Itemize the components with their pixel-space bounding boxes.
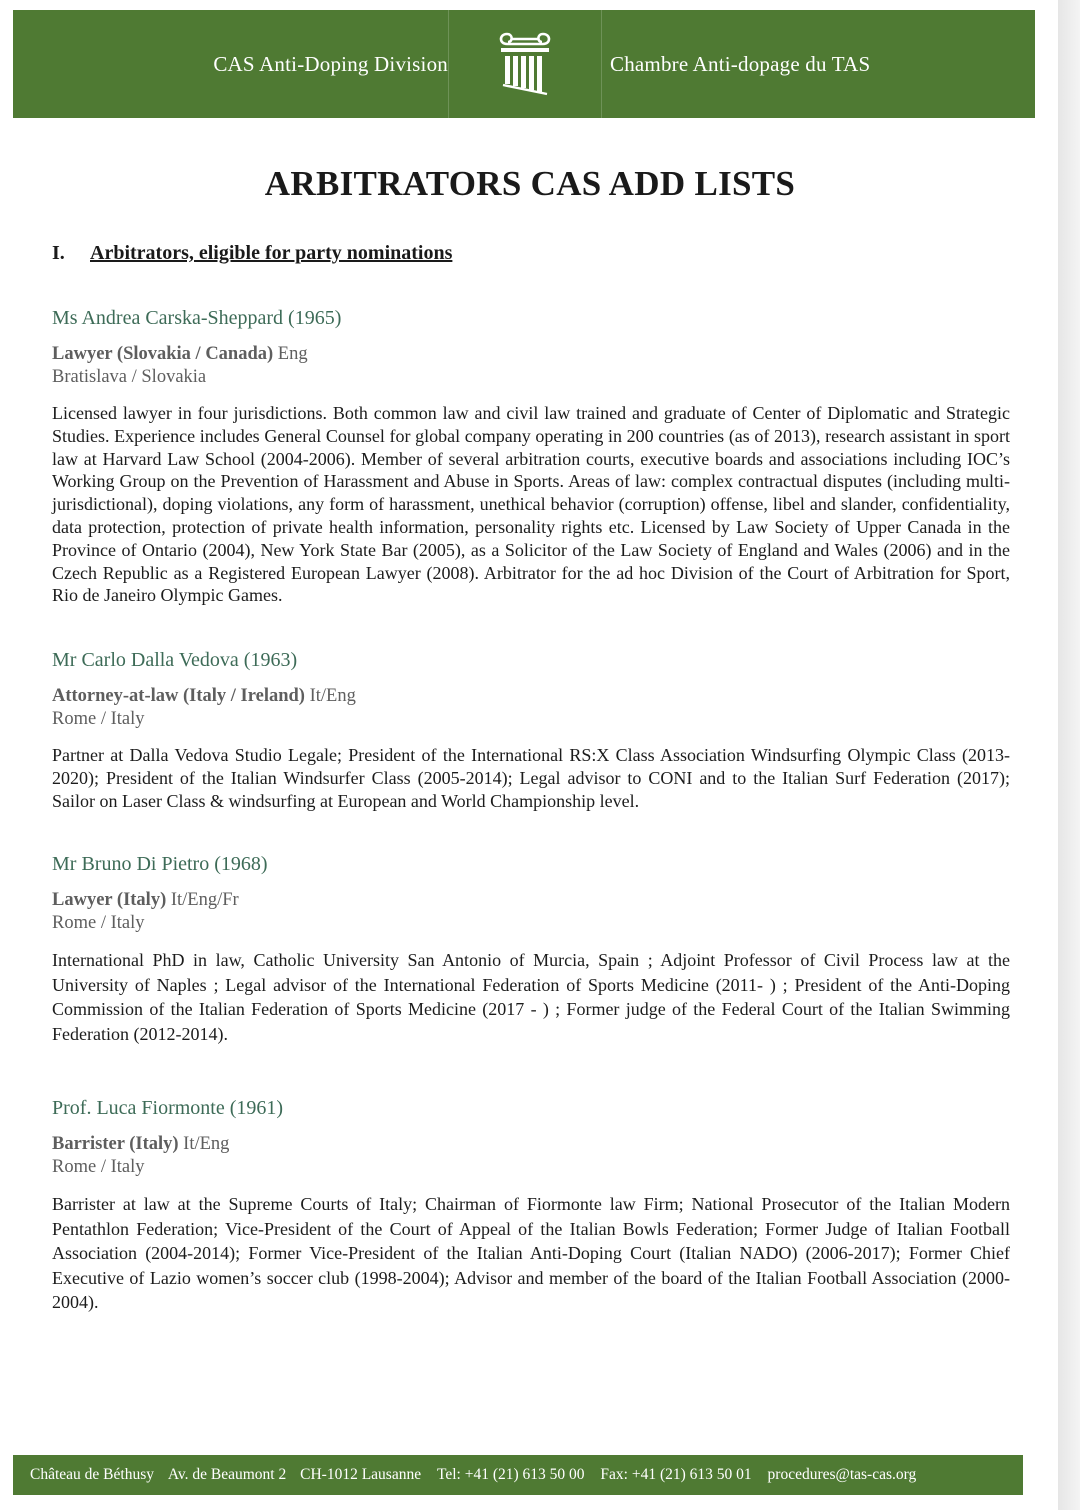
arbitrator-languages: Eng	[277, 344, 308, 364]
arbitrator-bio: Partner at Dalla Vedova Studio Legale; President of the International RS:X Class Association Windsurfing Olympic Class (2013-2020); President of the Italian Windsurfer Class (2005-2014); Legal advisor to CONI and to the Italian Surf Federation (2017); Sailor on Laser Class & windsurfing at European and World Championship level.	[52, 745, 1010, 811]
arbitrator-entry	[52, 305, 1010, 607]
arbitrator-location: Rome / Italy	[52, 709, 145, 729]
arbitrator-profession: Barrister (Italy)	[52, 1134, 179, 1154]
arbitrator-name: Prof. Luca Fiormonte (1961)	[52, 1097, 284, 1119]
header-logo	[448, 10, 602, 118]
section-heading	[52, 242, 452, 265]
section-title: Arbitrators, eligible for party nominations	[90, 242, 453, 264]
arbitrator-role	[52, 685, 1010, 708]
arbitrator-location: Rome / Italy	[52, 1157, 145, 1177]
footer-email[interactable]: procedures@tas-cas.org	[767, 1466, 917, 1483]
arbitrator-bio: International PhD in law, Catholic University San Antonio of Murcia, Spain ; Adjoint Professor of Civil Process law at the University of Naples ; Legal advisor of the International Federation of Sports Medicine (2011- ) ; President of the Anti-Doping Commission of the Italian Federation of Sports Medicine (2017 - ) ; Former judge of the Federal Court of the Italian Swimming Federation (2012-2014).	[52, 950, 1010, 1044]
footer-address-street: Av. de Beaumont 2	[167, 1466, 287, 1483]
arbitrator-role	[52, 1133, 1010, 1156]
page-edge-shadow	[1058, 0, 1080, 1510]
header-right-title: Chambre Anti-dopage du TAS	[610, 52, 871, 76]
arbitrator-profession: Lawyer (Slovakia / Canada)	[52, 344, 274, 364]
document-title: ARBITRATORS CAS ADD LISTS	[264, 164, 796, 203]
arbitrator-bio: Barrister at law at the Supreme Courts of Italy; Chairman of Fiormonte law Firm; National Prosecutor of the Italian Modern Pentathlon Federation; Vice-President of the Court of Appeal of the Italian Bowls Federation; Former Judge of Italian Football Association (2004-2014); Former Vice-President of the Italian Anti-Doping Court (Italian NADO) (2006-2017); Former Chief Executive of Lazio women’s soccer club (1998-2004); Advisor and member of the board of the Italian Football Association (2000-2004).	[52, 1194, 1010, 1312]
arbitrator-profession: Lawyer (Italy)	[52, 890, 167, 910]
header-left-title: CAS Anti-Doping Division	[213, 52, 448, 76]
footer-address-building: Château de Béthusy	[30, 1466, 154, 1483]
arbitrator-name: Mr Carlo Dalla Vedova (1963)	[52, 649, 298, 671]
arbitrator-languages: It/Eng/Fr	[170, 890, 239, 910]
arbitrator-role	[52, 889, 1010, 912]
column-capital-logo-icon	[497, 32, 553, 96]
arbitrator-languages: It/Eng	[183, 1134, 230, 1154]
arbitrator-languages: It/Eng	[309, 686, 356, 706]
section-number: I.	[52, 242, 65, 264]
header-banner	[13, 10, 1035, 118]
arbitrator-name: Ms Andrea Carska-Sheppard (1965)	[52, 307, 342, 329]
footer-fax: Fax: +41 (21) 613 50 01	[600, 1466, 752, 1483]
arbitrator-location: Bratislava / Slovakia	[52, 367, 207, 387]
footer-address-city: CH-1012 Lausanne	[300, 1466, 422, 1483]
arbitrator-entry	[52, 1095, 1010, 1315]
footer-banner	[13, 1455, 1023, 1495]
arbitrator-role	[52, 343, 1010, 366]
arbitrator-entry	[52, 647, 1010, 812]
arbitrator-entry	[52, 851, 1010, 1046]
arbitrator-profession: Attorney-at-law (Italy / Ireland)	[52, 686, 305, 706]
arbitrator-bio: Licensed lawyer in four jurisdictions. Both common law and civil law trained and graduate of Center of Diplomatic and Strategic Studies. Experience includes General Counsel for global company operating in 200 countries (as of 2013), research assistant in sport law at Harvard Law School (2004-2006). Member of several arbitration courts, executive boards and associations including IOC’s Working Group on the Prevention of Harassment and Abuse in Sports. Areas of law: complex contractual disputes (including multi-jurisdictional), doping violations, any form of harassment, unethical behavior (corruption) offense, libel and slander, confidentiality, data protection, protection of private health information, personality rights etc. Licensed by Law Society of Upper Canada in the Province of Ontario (2004), New York State Bar (2005), as a Solicitor of the Law Society of England and Wales (2006) and in the Czech Republic as a Registered European Lawyer (2008). Arbitrator for the ad hoc Division of the Court of Arbitration for Sport, Rio de Janeiro Olympic Games.	[52, 403, 1010, 606]
arbitrator-location: Rome / Italy	[52, 913, 145, 933]
footer-phone: Tel: +41 (21) 613 50 00	[436, 1466, 585, 1483]
arbitrator-name: Mr Bruno Di Pietro (1968)	[52, 853, 268, 875]
